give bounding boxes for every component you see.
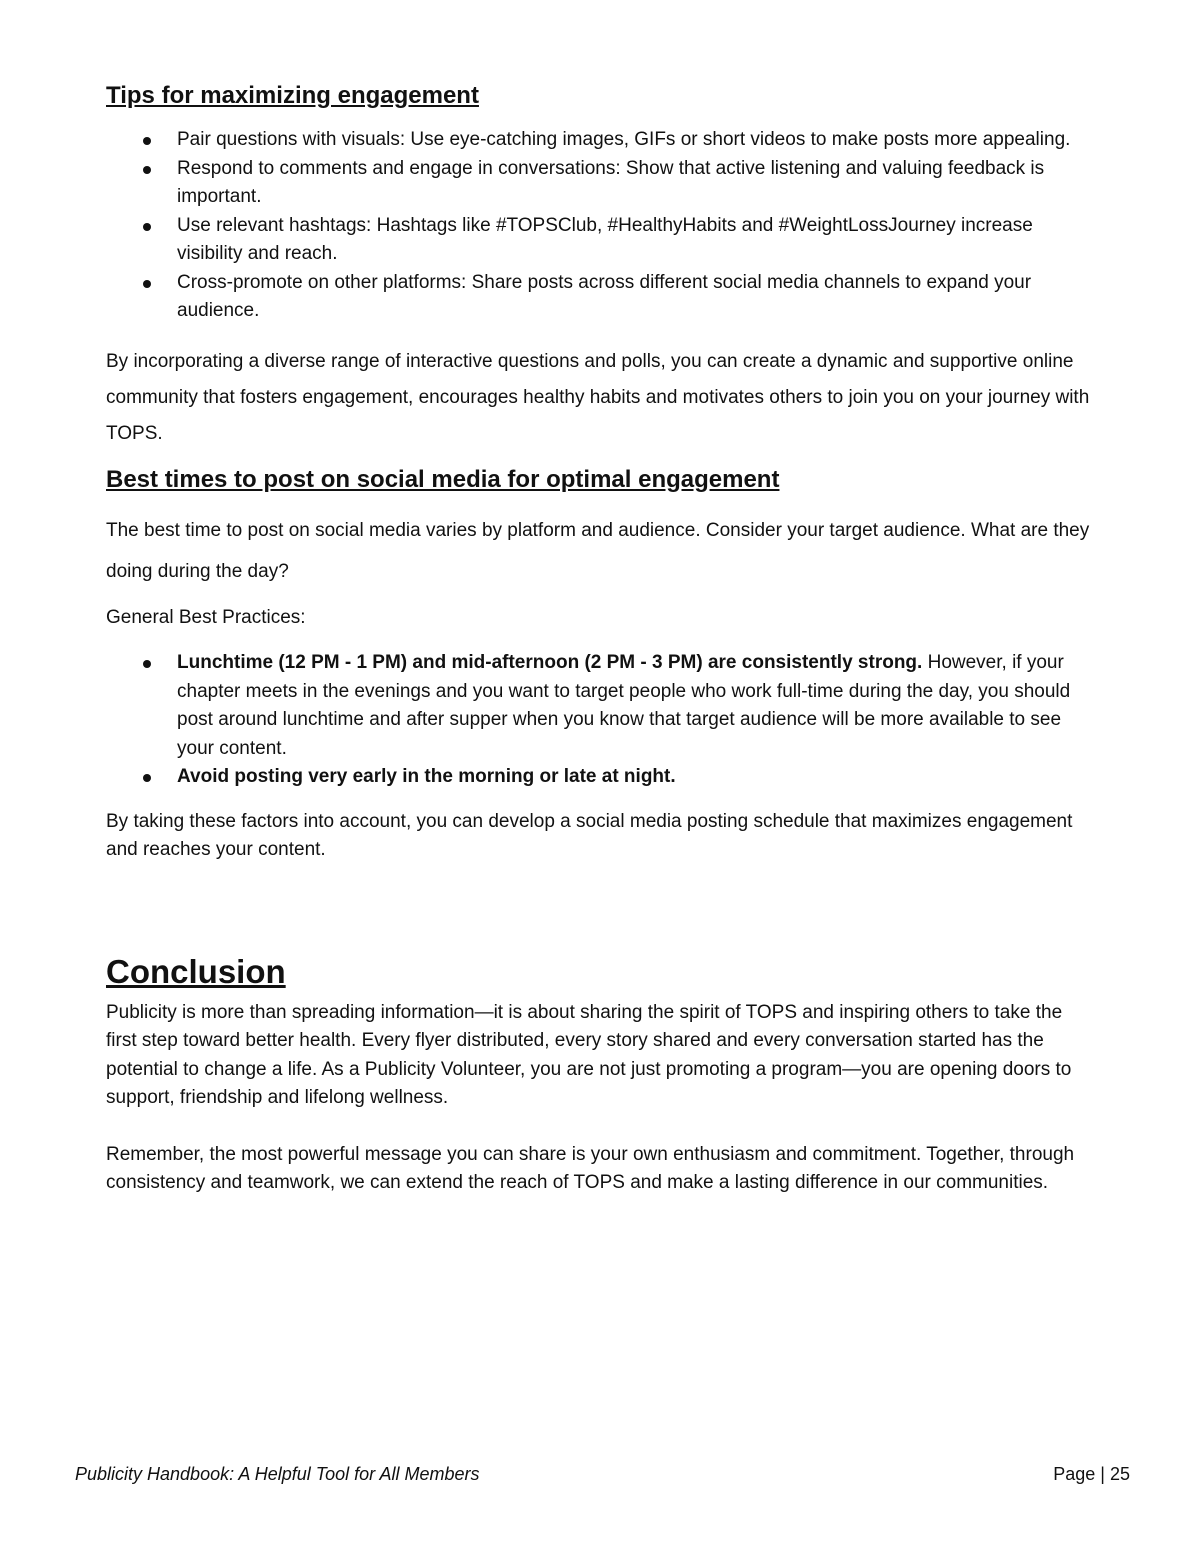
list-item (106, 763, 1096, 792)
tips-heading: Tips for maximizing engagement (106, 82, 479, 109)
list-item-text: Pair questions with visuals: Use eye-catching images, GIFs or short videos to make posts more appealing. (177, 129, 1071, 150)
list-item-bold: Lunchtime (12 PM - 1 PM) and mid-afternoon (2 PM - 3 PM) are consistently strong. (177, 652, 923, 673)
practices-list (106, 649, 1096, 792)
page-content (106, 80, 1096, 1198)
footer-title: Publicity Handbook: A Helpful Tool for All Members (75, 1464, 480, 1484)
list-item-text: However, if your chapter meets in the evenings and you want to target people who work full-time during the day, you should post around lunchtime and after supper when you know that target audience will be more available to see your content. (177, 652, 1071, 759)
list-item (106, 126, 1096, 155)
tips-closing-paragraph: By incorporating a diverse range of interactive questions and polls, you can create a dynamic and supportive online community that fosters engagement, encourages healthy habits and motivates others to join you on your journey with TOPS. (106, 350, 1090, 444)
list-item (106, 212, 1096, 269)
best-times-closing-paragraph: By taking these factors into account, you can develop a social media posting schedule that maximizes engagement and reaches your content. (106, 810, 1073, 860)
list-item (106, 155, 1096, 212)
list-item-text: Use relevant hashtags: Hashtags like #TOPSClub, #HealthyHabits and #WeightLossJourney increase visibility and reach. (177, 214, 1033, 264)
bullet-icon (143, 660, 151, 668)
list-item-bold: Avoid posting very early in the morning or late at night. (177, 766, 676, 787)
bullet-icon (143, 137, 151, 145)
list-item (106, 269, 1096, 326)
best-times-heading: Best times to post on social media for optimal engagement (106, 465, 780, 493)
list-item-text: Cross-promote on other platforms: Share posts across different social media channels to expand your audience. (177, 271, 1032, 321)
tips-list (106, 126, 1096, 326)
bullet-icon (143, 280, 151, 288)
list-item (106, 649, 1096, 763)
list-item-text: Respond to comments and engage in conversations: Show that active listening and valuing feedback is important. (177, 157, 1045, 207)
conclusion-paragraph-2: Remember, the most powerful message you can share is your own enthusiasm and commitment. Together, through consistency and teamwork, we can extend the reach of TOPS and make a lasting difference in our communities. (106, 1143, 1075, 1193)
bullet-icon (143, 166, 151, 174)
page-number: Page | 25 (1053, 1464, 1130, 1484)
conclusion-paragraph-1: Publicity is more than spreading information—it is about sharing the spirit of TOPS and inspiring others to take the first step toward better health. Every flyer distributed, every story shared and every conversation started has the potential to change a life. As a Publicity Volunteer, you are not just promoting a program—you are opening doors to support, friendship and lifelong wellness. (106, 1001, 1072, 1108)
practices-label: General Best Practices: (106, 606, 306, 628)
conclusion-heading: Conclusion (106, 952, 286, 990)
bullet-icon (143, 774, 151, 782)
bullet-icon (143, 223, 151, 231)
best-times-intro: The best time to post on social media varies by platform and audience. Consider your target audience. What are they doing during the day? (106, 519, 1090, 582)
